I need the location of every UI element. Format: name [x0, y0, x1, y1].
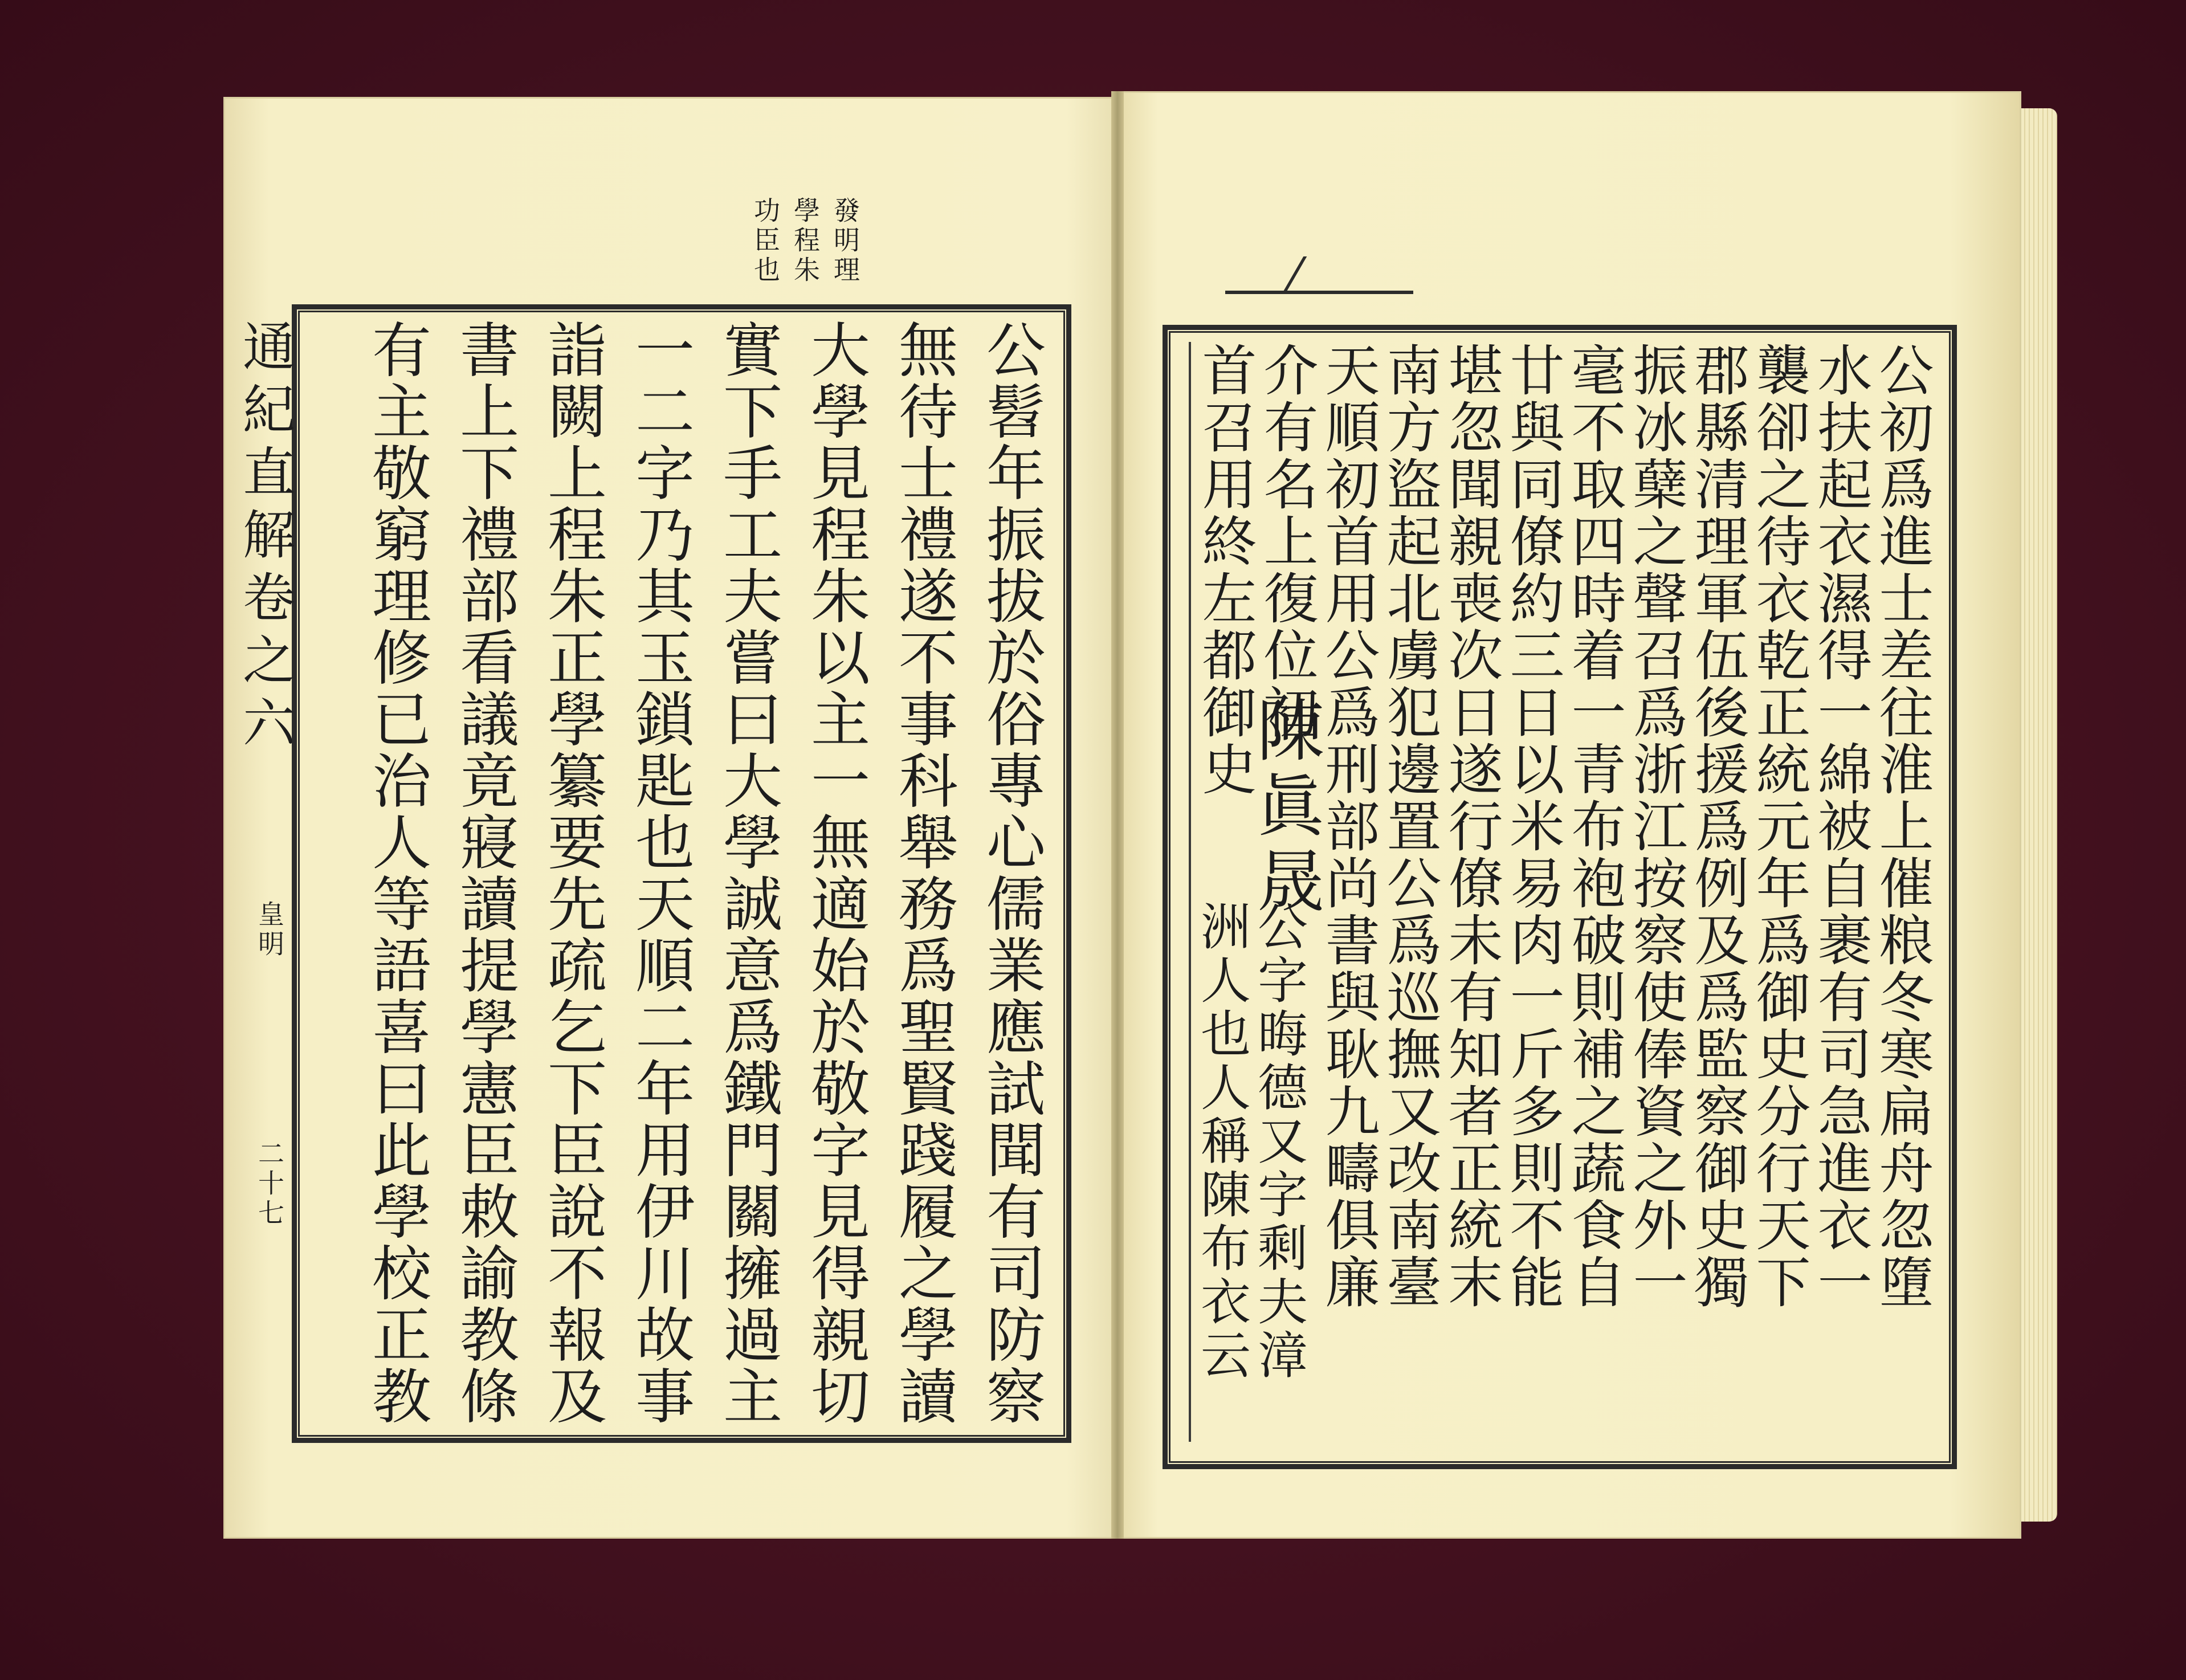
- right-column-7: 廿與同僚約三日以米易肉一斤多則不能: [1501, 342, 1565, 1311]
- book-spine: [1111, 91, 1124, 1539]
- right-column-12: 首召用終左都御史: [1193, 342, 1257, 798]
- right-column-10: 天順初首用公爲刑部尚書與耿九疇俱廉: [1316, 342, 1380, 1311]
- person-heading: 陳眞晟: [1246, 695, 1324, 921]
- margin-title: 通紀直解卷之六: [234, 319, 295, 758]
- left-column-8: 有主敬窮理修已治人等語喜曰此學校正教: [362, 319, 431, 1427]
- seal-mark: [1225, 239, 1413, 294]
- right-column-3: 襲卻之待衣乾正統元年爲御史分行天下: [1747, 342, 1811, 1311]
- right-column-11: 介有名上復位初: [1255, 342, 1319, 741]
- head-note-line-2: 學程朱: [790, 197, 821, 286]
- left-column-5: 一二字乃其玉鎖匙也天順二年用伊川故事: [625, 319, 695, 1427]
- column-divider: [1189, 342, 1191, 1442]
- left-column-2: 無待士禮遂不事科舉務爲聖賢踐履之學讀: [888, 319, 958, 1427]
- bio-column-2: 洲人也人稱陳布衣云: [1193, 900, 1251, 1383]
- right-column-2: 水扶起衣濕得一綿被自裹有司急進衣一: [1809, 342, 1873, 1311]
- margin-section: 皇明: [254, 900, 285, 960]
- head-note-line-1: 發明理: [830, 197, 860, 286]
- left-column-6: 詣闕上程朱正學纂要先疏乞下臣說不報及: [537, 319, 607, 1427]
- right-column-4: 郡縣清理軍伍後援爲例及爲監察御史獨: [1686, 342, 1749, 1311]
- right-column-1: 公初爲進士差往淮上催粮冬寒扁舟忽墮: [1870, 342, 1934, 1311]
- head-note-line-3: 功臣也: [750, 197, 781, 286]
- left-column-4: 實下手工夫嘗曰大學誠意爲鐵門關擁過主: [713, 319, 782, 1427]
- left-column-7: 書上下禮部看議竟寢讀提學憲臣敕諭教條: [450, 319, 519, 1427]
- right-column-9: 南方盜起北虜犯邊置公爲巡撫又改南臺: [1378, 342, 1442, 1311]
- margin-folio: 二十七: [254, 1140, 285, 1229]
- left-column-3: 大學見程朱以主一無適始於敬字見得親切: [801, 319, 870, 1427]
- right-column-5: 振冰蘖之聲召爲浙江按察使俸資之外一: [1624, 342, 1688, 1311]
- bio-column-1: 公字晦德又字剩夫漳: [1250, 900, 1308, 1383]
- left-column-1: 公髫年振拔於俗專心儒業應試聞有司防察: [976, 319, 1046, 1427]
- right-column-8: 堪忽聞親喪次日遂行僚未有知者正統末: [1439, 342, 1503, 1311]
- right-column-6: 毫不取四時着一青布袍破則補之蔬食自: [1563, 342, 1626, 1311]
